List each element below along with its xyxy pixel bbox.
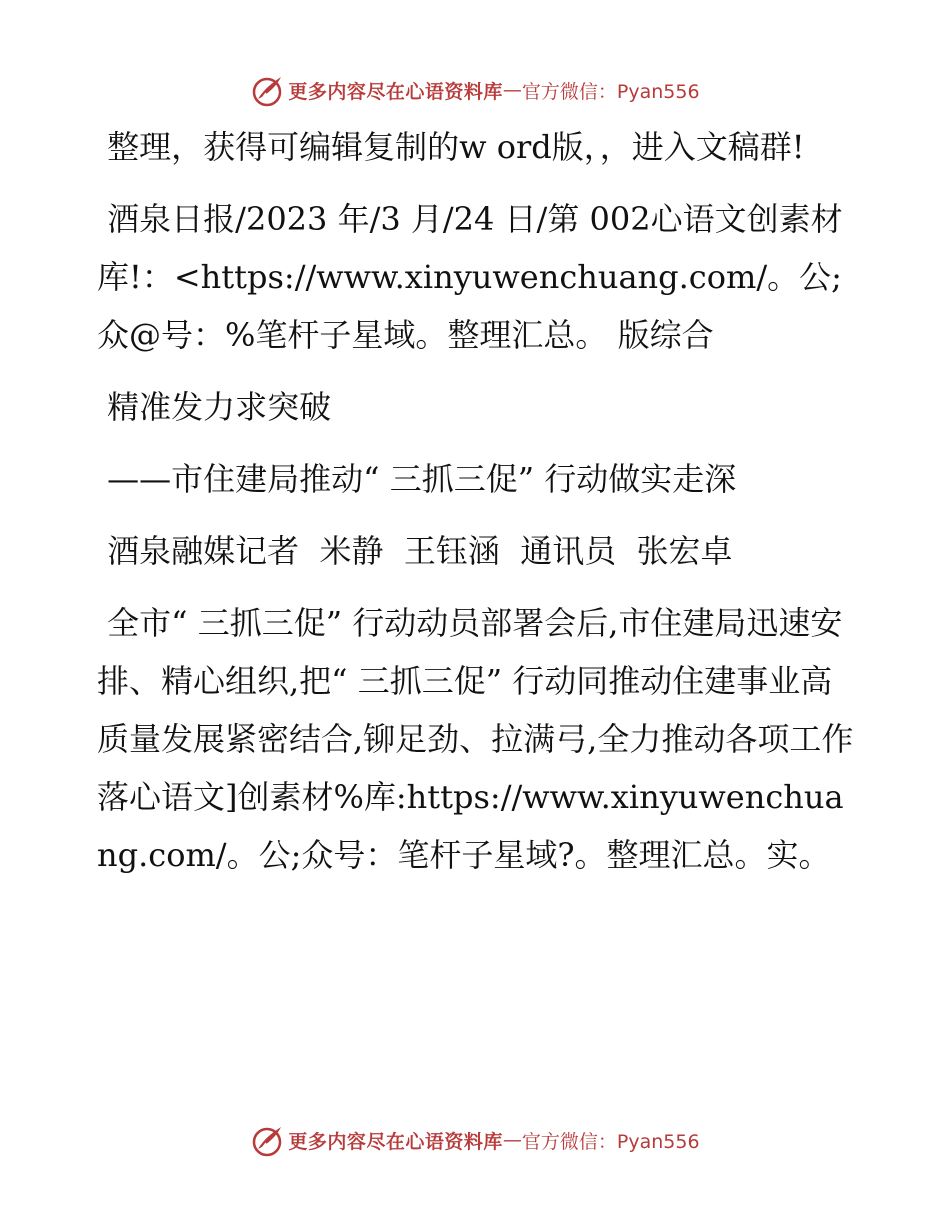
document-body (97, 118, 857, 884)
banner-dash: — (502, 79, 522, 101)
paragraph-source: 酒泉日报/2023 年/3 月/24 日/第 002心语文创素材库!：<https://www.xinyuwenchuang.com/。公;众@号：%笔杆子星域。整理汇总。 版综合 (97, 200, 843, 354)
banner-title: 更多内容尽在心语资料库 (288, 1130, 503, 1153)
header-banner (0, 70, 950, 110)
paragraph-body: 全市“ 三抓三促” 行动动员部署会后,市住建局迅速安排、精心组织,把“ 三抓三促” 行动同推动住建事业高质量发展紧密结合,铆足劲、拉满弓,全力推动各项工作落心语文]创素材%库:https://www.xinyuwenchuang.com/。公;众号：笔杆子星域?。整理汇总。实。 (97, 604, 854, 874)
quill-logo-icon (250, 73, 284, 107)
article-subtitle: ——市住建局推动“ 三抓三促” 行动做实走深 (97, 460, 737, 498)
banner-dash: — (502, 1129, 522, 1151)
banner-wechat: 官方微信：Pyan556 (521, 1130, 700, 1153)
banner-title: 更多内容尽在心语资料库 (288, 80, 503, 103)
banner-wechat: 官方微信：Pyan556 (521, 80, 700, 103)
footer-banner (0, 1120, 950, 1160)
quill-logo-icon (250, 1123, 284, 1157)
paragraph-intro: 整理，获得可编辑复制的w ord版，，进入文稿群! (97, 128, 805, 166)
article-byline: 酒泉融媒记者 米静 王钰涵 通讯员 张宏卓 (97, 532, 733, 570)
article-title: 精准发力求突破 (97, 388, 332, 426)
